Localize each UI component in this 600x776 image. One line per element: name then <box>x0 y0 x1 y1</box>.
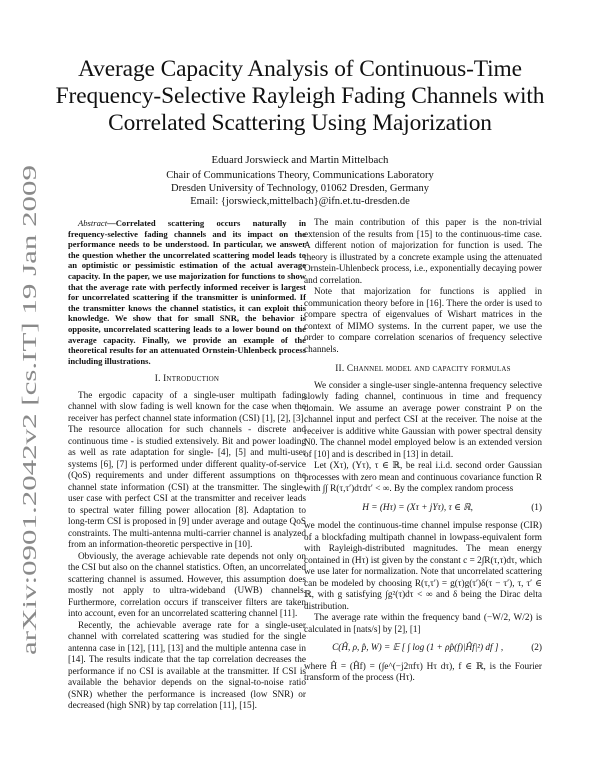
equation-1-number: (1) <box>531 502 542 513</box>
section-number: II. <box>335 364 345 374</box>
abstract-label: Abstract <box>78 218 108 228</box>
left-column <box>68 218 306 713</box>
channel-model-paragraph-2: Let (Xτ), (Yτ), τ ∈ ℝ, be real i.i.d. second order Gaussian processes with zero mean and continuous covariance function R with ∫∫ R(τ,τ′)dτdτ′ < ∞. By the complex random process <box>304 461 542 494</box>
section-title: Channel model and capacity formulas <box>346 364 511 374</box>
channel-model-paragraph-5: where Ĥ = (Ĥf) = (∫e^(−j2πfτ) Hτ dτ), f ∈ ℝ, is the Fourier transform of the process (Hτ). <box>304 661 542 683</box>
equation-1 <box>304 503 542 515</box>
affiliation-line-1: Chair of Communications Theory, Communications Laboratory <box>166 170 434 181</box>
channel-model-paragraph-3: we model the continuous-time channel impulse response (CIR) of a blockfading multipath channel in lowpass-equivalent form with Rayleigh-distributed magnitudes. The mean energy contained in (Hτ) ist given by the constant c = 2∫R(τ,τ)dτ, which we use later for normalization. Note that uncorrelated scattering can be modeled by choosing R(τ,τ′) = g(τ)g(τ′)δ(τ − τ′), τ, τ′ ∈ ℝ, with g satisfying ∫g²(τ)dτ < ∞ and δ being the Dirac delta distribution. <box>304 521 542 612</box>
majorization-note-paragraph: Note that majorization for functions is applied in communication theory before in [16]. There the order is used to compare spectra of eigenvalues of Wishart matrices in the context of MIMO systems. In the current paper, we use the order to compare correlation scenarios of frequency selective channels. <box>304 287 542 355</box>
equation-2-body: C(Ĥ, ρ, p̂, W) = 𝔼 [ ∫ log (1 + ρp̂(f)|Ĥf|²) df ] , <box>332 643 504 653</box>
arxiv-stamp-text: arXiv:0901.2042v2 [cs.IT] 19 Jan 2009 <box>20 346 41 655</box>
abstract-text: —Correlated scattering occurs naturally in frequency-selective fading channels and its impact on the performance needs to be understood. In particular, we answer the question whether the uncorrelated scattering model leads to an optimistic or pessimistic estimation of the actual average capacity. In the paper, we use majorization for functions to show that the average rate with perfectly informed receiver is largest for uncorrelated scattering if the transmitter is uninformed. If the transmitter knows the channel statistics, it can exploit this knowledge. We show that for small SNR, the behavior is opposite, uncorrelated scattering leads to a lower bound on the average capacity. Finally, we provide an example of the theoretical results for an attenuated Ornstein-Uhlenbeck process including illustrations. <box>68 218 306 366</box>
author-names: Eduard Jorswieck and Martin Mittelbach <box>211 154 389 166</box>
email-line: Email: {jorswieck,mittelbach}@ifn.et.tu-dresden.de <box>190 196 410 207</box>
equation-2 <box>304 643 542 655</box>
affiliation-line-2: Dresden University of Technology, 01062 Dresden, Germany <box>171 183 429 194</box>
intro-paragraph-3: Recently, the achievable average rate for a single-user channel with correlated scattering was studied for the single antenna case in [12], [11], [13] and the multiple antenna case in [14]. The results indicate that the tap correlation decreases the performance if no CSI is available at the transmitter. If CSI is available the behavior depends on the signal-to-noise ratio (SNR) whether the performance is increased (low SNR) or decreased (high SNR) by tap correlation [11], [15]. <box>68 620 306 712</box>
equation-1-body: H = (Hτ) = (Xτ + jYτ), τ ∈ ℝ, <box>362 502 473 513</box>
equation-2-number: (2) <box>531 643 542 653</box>
arxiv-stamp <box>8 150 48 670</box>
section-heading-channel-model <box>304 364 542 376</box>
channel-model-paragraph-4: The average rate within the frequency band (−W/2, W/2) is calculated in [nats/s] by [2], [1] <box>304 613 542 635</box>
abstract <box>68 218 306 366</box>
intro-paragraph-2: Obviously, the average achievable rate depends not only on the CSI but also on the channel statistics. Often, an uncorrelated scattering channel is assumed. However, this assumption does mostly not apply to ultra-wideband (UWB) channels. Furthermore, correlation occurs if transceiver filters are taken into account, even for an uncorrelated scattering channel [11]. <box>68 551 306 620</box>
right-column <box>304 218 542 685</box>
channel-model-paragraph-1: We consider a single-user single-antenna frequency selective slowly fading channel, continuous in time and frequency domain. We assume an average power constraint P on the channel input and perfect CSI at the receiver. The noise at the receiver is additive white Gaussian with power spectral density N0. The channel model employed below is an extended version of [10] and is described in [13] in detail. <box>304 380 542 460</box>
paper-title: Average Capacity Analysis of Continuous-Time Frequency-Selective Rayleigh Fading Channels with Correlated Scattering Using Majorization <box>55 56 545 136</box>
contribution-paragraph: The main contribution of this paper is the non-trivial extension of the results from [15] to the continuous-time case. A different notion of majorization for function is used. The theory is illustrated by a concrete example using the attenuated Ornstein-Uhlenbeck process, i.e., exponentially decaying power and correlation. <box>304 218 542 286</box>
section-heading-introduction <box>68 374 306 386</box>
section-title: Introduction <box>163 374 220 385</box>
author-block <box>40 154 560 208</box>
section-number: I. <box>154 374 161 385</box>
intro-paragraph-1: The ergodic capacity of a single-user multipath fading channel with slow fading is well known for the case when the receiver has perfect channel state information (CSI) [1], [2], [3]. The resource allocation for such channels - discrete and continuous time - is studied extensively. Bit and power loading as well as rate adaptation for single- [4], [5] and multi-user systems [6], [7] is performed under different quality-of-service (QoS) requirements and under different assumptions on the channel state information (CSI) at the transmitter. The single-user case with perfect CSI at the transmitter and receiver leads to spectral water filling power allocation [8]. Adaptation to long-term CSI is proposed in [9] under average and outage QoS constraints. The multi-antenna multi-carrier channel is analyzed from an information-theoretic perspective in [10]. <box>68 390 306 551</box>
